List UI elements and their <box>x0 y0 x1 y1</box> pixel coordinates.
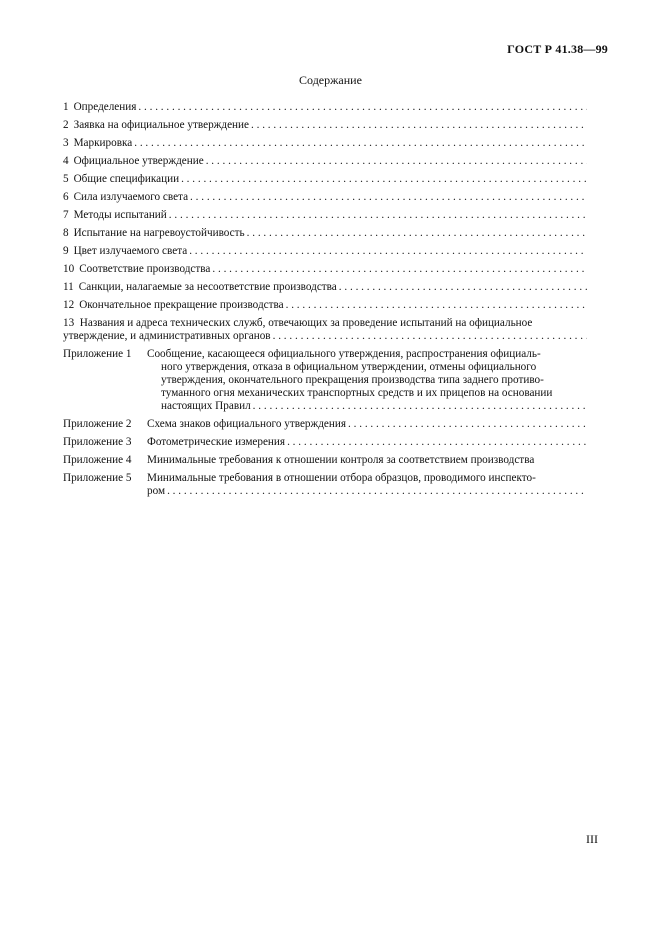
toc-appendix-2[interactable] <box>63 418 587 431</box>
toc-item-10[interactable] <box>63 263 587 276</box>
toc-item-2[interactable] <box>63 119 587 132</box>
appendix-title-line <box>147 436 587 449</box>
appendix-title <box>147 436 587 449</box>
toc-leader-dots <box>348 418 587 431</box>
toc-item-number: 12 <box>63 299 75 311</box>
appendix-title-last-line: Схема знаков официального утверждения <box>147 418 347 430</box>
toc-item-number: 13 <box>63 317 75 329</box>
toc-item-13-line-1 <box>63 317 587 330</box>
toc-leader-dots <box>189 245 587 258</box>
toc-leader-dots <box>251 119 587 132</box>
toc-leader-dots <box>181 173 587 186</box>
toc-item-number: 3 <box>63 137 69 149</box>
appendix-title-line: утверждения, окончательного прекращения производства типа заднего противо- <box>161 374 544 386</box>
appendix-title-line <box>147 400 587 413</box>
toc-item-title: Общие спецификации <box>73 173 180 185</box>
toc-leader-dots <box>253 400 587 413</box>
toc-item-title: Заявка на официальное утверждение <box>73 119 249 131</box>
appendix-title-last-line: настоящих Правил <box>161 400 251 412</box>
appendix-title <box>147 348 587 413</box>
toc-item-4[interactable] <box>63 155 587 168</box>
appendix-label: Приложение 1 <box>63 348 132 360</box>
appendix-title-line: Минимальные требования в отношении отбора образцов, проводимого инспекто- <box>147 472 536 484</box>
toc-item-number: 2 <box>63 119 69 131</box>
toc-appendix-4[interactable] <box>63 454 587 467</box>
toc-item-number: 1 <box>63 101 69 113</box>
toc-item-title: Маркировка <box>73 137 133 149</box>
toc-leader-dots <box>212 263 587 276</box>
toc-item-number: 5 <box>63 173 69 185</box>
toc-item-number: 7 <box>63 209 69 221</box>
table-of-contents <box>63 101 587 498</box>
appendix-title <box>147 418 587 431</box>
toc-item-title: Санкции, налагаемые за несоответствие производства <box>78 281 337 293</box>
appendix-title-line: ного утверждения, отказа в официальном утверждении, отмены официального <box>161 361 537 373</box>
toc-item-title: Методы испытаний <box>73 209 167 221</box>
toc-item-13[interactable] <box>63 317 587 343</box>
appendix-label: Приложение 3 <box>63 436 132 448</box>
toc-item-number: 9 <box>63 245 69 257</box>
toc-item-title: Сила излучаемого света <box>73 191 189 203</box>
toc-leader-dots <box>273 330 587 343</box>
toc-leader-dots <box>287 436 587 449</box>
appendix-title-line: туманного огня механических транспортных средств и их прицепов на основании <box>161 387 553 399</box>
appendix-title-last-line: Фотометрические измерения <box>147 436 286 448</box>
appendix-title-last-line: ром <box>147 485 166 497</box>
toc-item-title: Определения <box>73 101 137 113</box>
toc-item-title: Соответствие производства <box>79 263 211 275</box>
appendix-title <box>147 454 587 467</box>
toc-item-title: Испытание на нагревоустойчивость <box>73 227 245 239</box>
toc-item-3[interactable] <box>63 137 587 150</box>
toc-item-number: 4 <box>63 155 69 167</box>
toc-item-title-line-1: Названия и адреса технических служб, отвечающих за проведение испытаний на официальное <box>79 317 533 329</box>
toc-item-9[interactable] <box>63 245 587 258</box>
toc-item-number: 8 <box>63 227 69 239</box>
toc-item-title-line-2: утверждение, и административных органов <box>63 330 271 342</box>
toc-item-1[interactable] <box>63 101 587 114</box>
toc-appendix-5[interactable] <box>63 472 587 498</box>
toc-appendix-3[interactable] <box>63 436 587 449</box>
toc-item-title: Окончательное прекращение производства <box>79 299 284 311</box>
toc-item-5[interactable] <box>63 173 587 186</box>
toc-item-13-line-2 <box>63 330 587 343</box>
toc-leader-dots <box>169 209 587 222</box>
page-number: III <box>586 832 598 846</box>
document-code: ГОСТ Р 41.38—99 <box>507 42 608 56</box>
toc-item-6[interactable] <box>63 191 587 204</box>
toc-item-12[interactable] <box>63 299 587 312</box>
toc-leader-dots <box>134 137 587 150</box>
appendix-label: Приложение 5 <box>63 472 132 484</box>
toc-item-number: 6 <box>63 191 69 203</box>
appendix-label: Приложение 4 <box>63 454 132 466</box>
page-title: Содержание <box>299 73 362 87</box>
appendix-title-line <box>147 418 587 431</box>
toc-leader-dots <box>167 485 587 498</box>
toc-item-7[interactable] <box>63 209 587 222</box>
toc-leader-dots <box>286 299 587 312</box>
toc-leader-dots <box>190 191 587 204</box>
toc-leader-dots <box>247 227 587 240</box>
toc-item-title: Официальное утверждение <box>73 155 204 167</box>
toc-item-title: Цвет излучаемого света <box>73 245 188 257</box>
appendix-title-line <box>147 485 587 498</box>
toc-item-number: 11 <box>63 281 74 293</box>
toc-item-8[interactable] <box>63 227 587 240</box>
toc-leader-dots <box>138 101 587 114</box>
toc-leader-dots <box>206 155 587 168</box>
appendix-title-line: Минимальные требования к отношении контроля за соответствием производства <box>147 454 535 466</box>
toc-appendix-1[interactable] <box>63 348 587 413</box>
toc-item-11[interactable] <box>63 281 587 294</box>
toc-item-number: 10 <box>63 263 75 275</box>
appendix-title-line: Сообщение, касающееся официального утверждения, распространения официаль- <box>147 348 541 360</box>
appendix-title <box>147 472 587 498</box>
toc-leader-dots <box>339 281 587 294</box>
appendix-label: Приложение 2 <box>63 418 132 430</box>
